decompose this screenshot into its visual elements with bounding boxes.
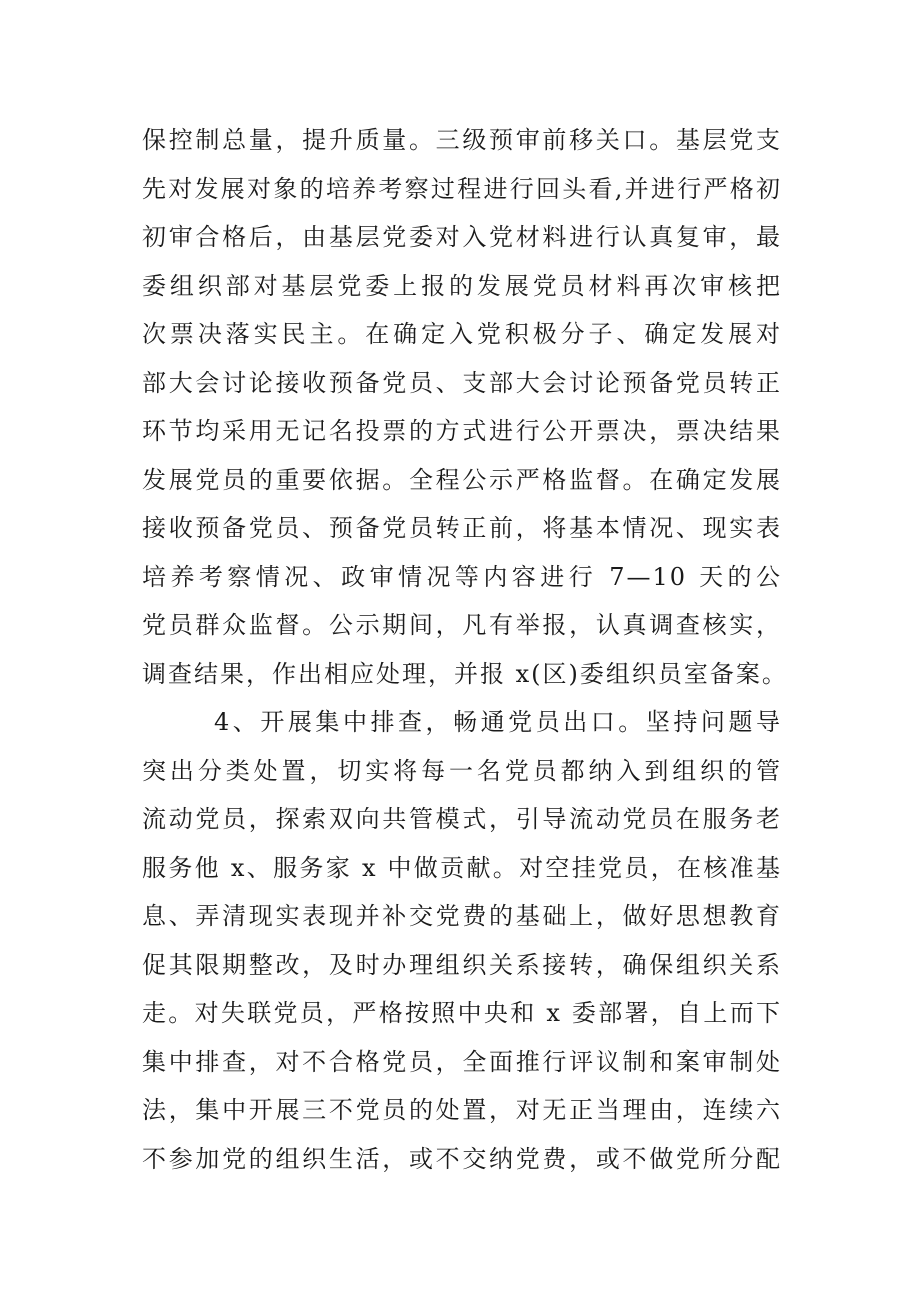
text-line: 服务他 x、服务家 x 中做贡献。对空挂党员，在核准基 (142, 853, 782, 882)
text-line: 培养考察情况、政审情况等内容进行 7—10 天的公 (142, 562, 782, 591)
text-line: 流动党员，探索双向共管模式，引导流动党员在服务老 (142, 805, 782, 833)
text-line: 接收预备党员、预备党员转正前，将基本情况、现实表 (142, 514, 782, 542)
text-line: 保控制总量，提升质量。三级预审前移关口。基层党支 (142, 126, 782, 154)
paragraph-start-line: 4、开展集中排查，畅通党员出口。坚持问题导 (214, 708, 782, 736)
body-text (142, 116, 788, 1183)
text-line: 不参加党的组织生活，或不交纳党费，或不做党所分配 (142, 1144, 782, 1173)
text-line: 发展党员的重要依据。全程公示严格监督。在确定发展 (142, 465, 782, 494)
text-line: 党员群众监督。公示期间，凡有举报，认真调查核实， (142, 611, 782, 639)
text-line: 突出分类处置，切实将每一名党员都纳入到组织的管 (142, 756, 782, 785)
text-line: 次票决落实民主。在确定入党积极分子、确定发展对 (142, 320, 782, 348)
text-line: 部大会讨论接收预备党员、支部大会讨论预备党员转正 (142, 368, 782, 397)
text-line: 走。对失联党员，严格按照中央和 x 委部署，自上而下 (142, 999, 782, 1027)
text-line: 委组织部对基层党委上报的发展党员材料再次审核把 (142, 271, 782, 300)
text-line: 息、弄清现实表现并补交党费的基础上，做好思想教育 (142, 902, 782, 930)
text-line: 先对发展对象的培养考察过程进行回头看,并进行严格初 (142, 174, 782, 203)
text-line: 集中排查，对不合格党员，全面推行评议制和案审制处 (142, 1047, 782, 1076)
text-line: 初审合格后，由基层党委对入党材料进行认真复审，最 (142, 223, 782, 251)
text-line: 环节均采用无记名投票的方式进行公开票决，票决结果 (142, 417, 782, 445)
text-line: 法，集中开展三不党员的处置，对无正当理由，连续六 (142, 1096, 782, 1124)
text-line: 促其限期整改，及时办理组织关系接转，确保组织关系 (142, 950, 782, 979)
text-line: 调查结果，作出相应处理，并报 x(区)委组织员室备案。 (142, 659, 788, 688)
